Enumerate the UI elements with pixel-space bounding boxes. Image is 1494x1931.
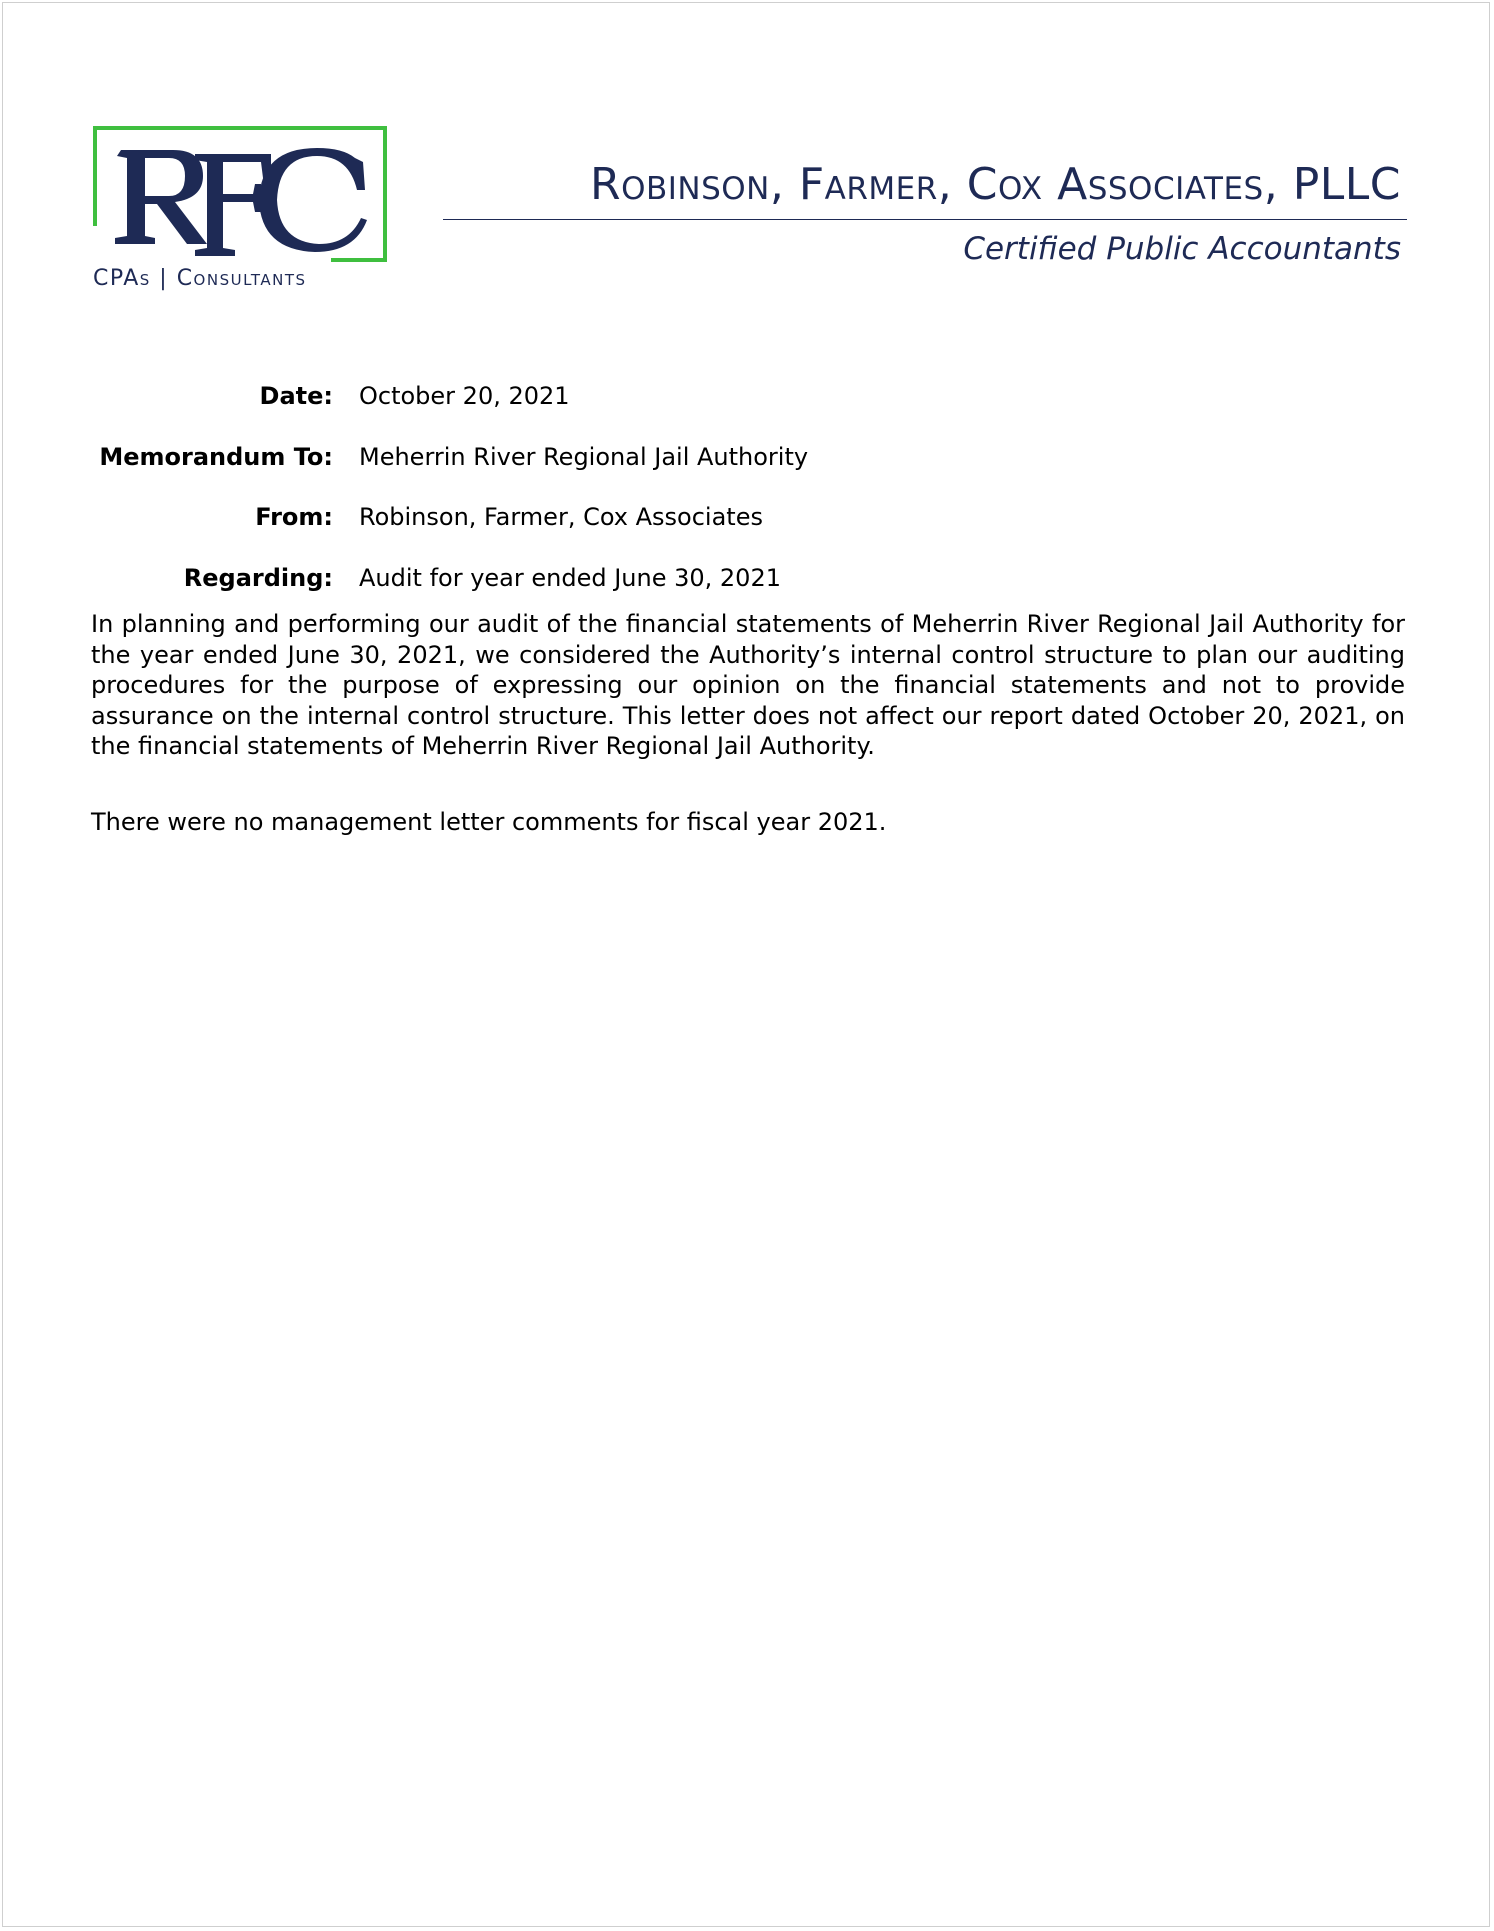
- logo-frame-left: [93, 126, 97, 226]
- memo-date-label: Date:: [259, 382, 333, 410]
- memo-regarding-label: Regarding:: [183, 564, 333, 592]
- memo-to-label: Memorandum To:: [99, 443, 333, 471]
- body-paragraph: In planning and performing our audit of the financial statements of Meherrin River Regional Jail Authority for the year ended June 30, 2021, we considered the Authority’s internal control structure to plan our auditing procedures for the purpose of expressing our opinion on the financial statements and not to provide assurance on the internal control structure. This letter does not affect our report dated October 20, 2021, on the financial statements of Meherrin River Regional Jail Authority.: [91, 610, 1405, 760]
- header-divider: [443, 219, 1407, 220]
- rfc-logo: [93, 126, 389, 296]
- firm-subtitle: Certified Public Accountants: [963, 231, 1401, 267]
- memo-to-row: [3, 443, 1491, 483]
- memo-from-value: Robinson, Farmer, Cox Associates: [359, 503, 763, 531]
- memo-from-label: From:: [255, 503, 333, 531]
- firm-name: Robinson, Farmer, Cox Associates, PLLC: [590, 159, 1401, 210]
- memo-page: [2, 2, 1490, 1927]
- memo-from-row: [3, 503, 1491, 543]
- memo-date-value: October 20, 2021: [359, 382, 570, 410]
- logo-frame-top: [93, 126, 387, 130]
- rfc-monogram: [111, 132, 371, 262]
- memo-regarding-value: Audit for year ended June 30, 2021: [359, 564, 781, 592]
- memo-date-row: [3, 382, 1491, 422]
- closing-paragraph: There were no management letter comments for fiscal year 2021.: [91, 808, 887, 836]
- memo-regarding-row: [3, 564, 1491, 604]
- logo-tagline: CPAs | Consultants: [93, 266, 307, 291]
- memo-to-value: Meherrin River Regional Jail Authority: [359, 443, 809, 471]
- logo-frame-right: [383, 126, 387, 262]
